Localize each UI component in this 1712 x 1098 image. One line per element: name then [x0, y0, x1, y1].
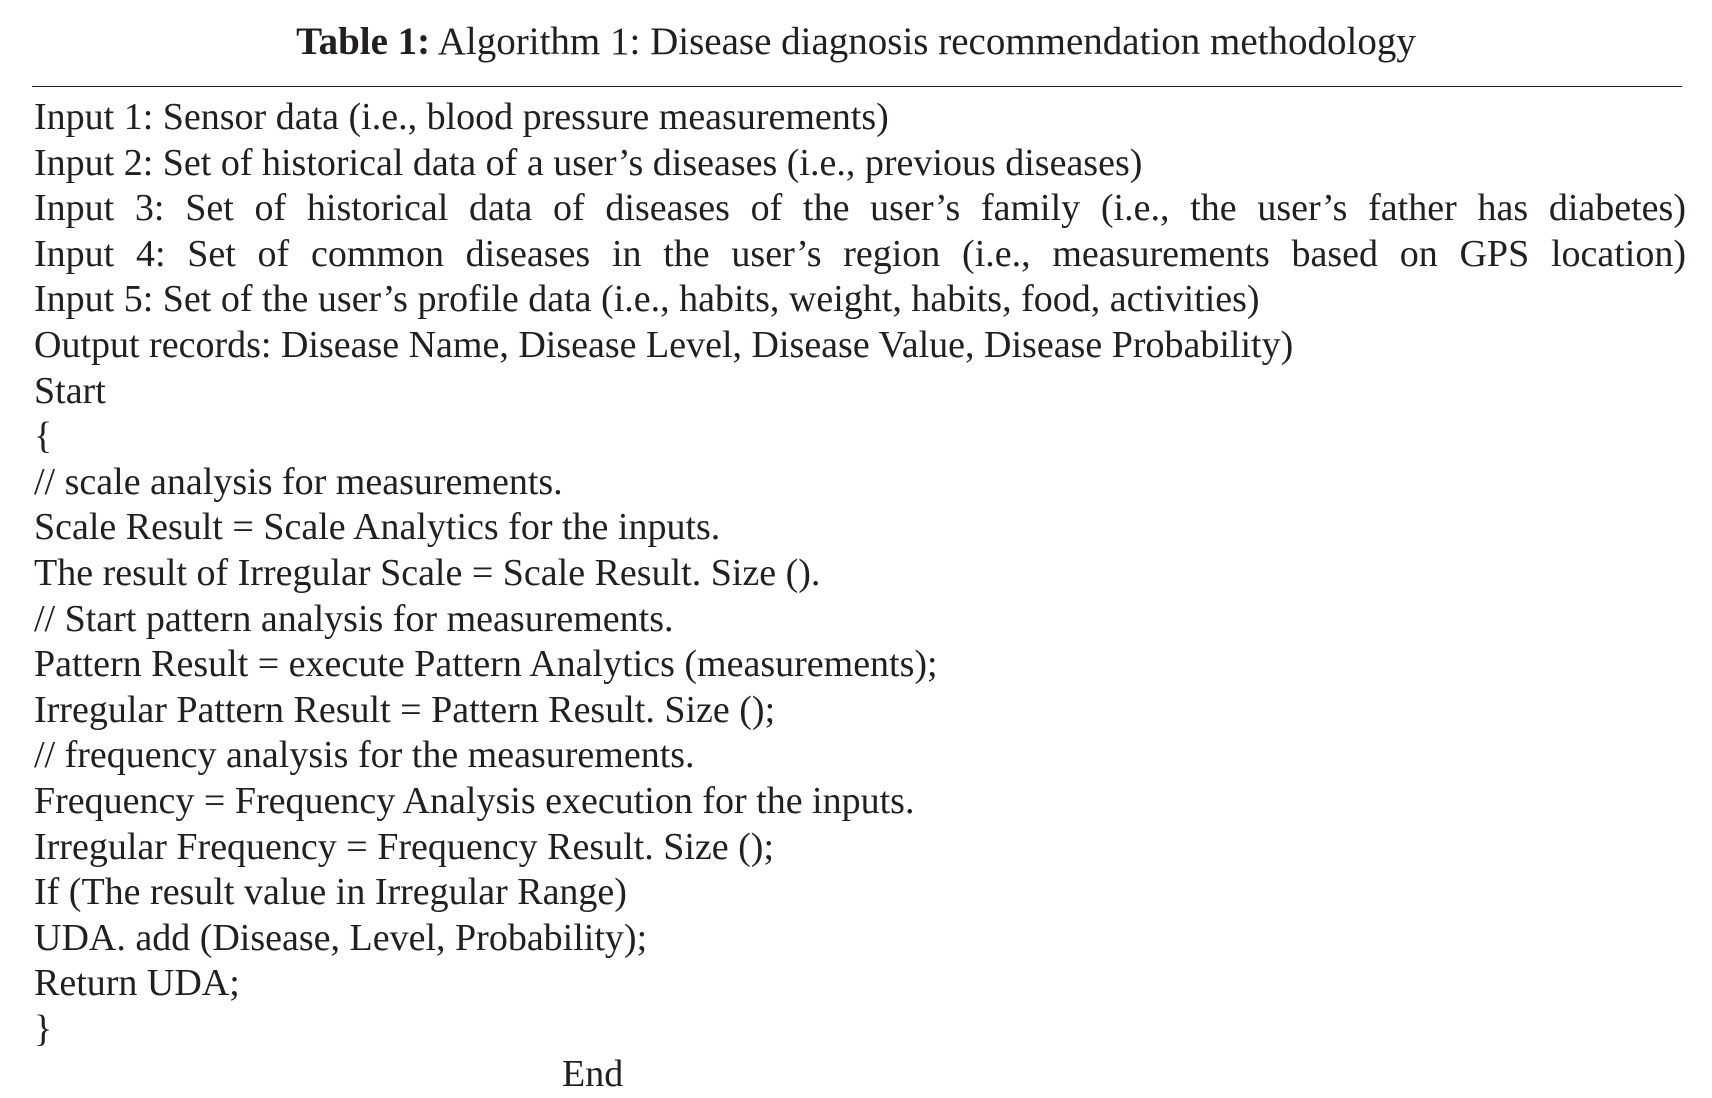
close-brace-line: }	[34, 1007, 53, 1050]
input-5-line: Input 5: Set of the user’s profile data (i.e., habits, weight, habits, food, activities)	[34, 278, 1260, 321]
table-caption	[0, 18, 1712, 66]
input-3-line: Input 3: Set of historical data of diseases of the user’s family (i.e., the user’s father has diabetes)	[34, 187, 1686, 230]
scale-result-line: Scale Result = Scale Analytics for the inputs.	[34, 506, 721, 549]
table-label: Table 1:	[296, 20, 431, 63]
if-condition-line: If (The result value in Irregular Range)	[34, 871, 627, 914]
output-records-line: Output records: Disease Name, Disease Level, Disease Value, Disease Probability)	[34, 323, 1294, 366]
comment-frequency-line: // frequency analysis for the measurements.	[34, 734, 695, 777]
algorithm-body	[34, 95, 1694, 1098]
table-title: Algorithm 1: Disease diagnosis recommendation methodology	[437, 20, 1416, 63]
irregular-scale-line: The result of Irregular Scale = Scale Result. Size ().	[34, 551, 821, 594]
input-1-line: Input 1: Sensor data (i.e., blood pressure measurements)	[34, 96, 889, 138]
input-4-line: Input 4: Set of common diseases in the user’s region (i.e., measurements based on GPS location)	[34, 232, 1686, 275]
end-line: End	[562, 1053, 624, 1096]
pattern-result-line: Pattern Result = execute Pattern Analytics (measurements);	[34, 643, 938, 686]
frequency-line: Frequency = Frequency Analysis execution for the inputs.	[34, 779, 915, 822]
open-brace-line: {	[34, 415, 53, 458]
input-2-line: Input 2: Set of historical data of a user’s diseases (i.e., previous diseases)	[34, 141, 1143, 184]
comment-scale-line: // scale analysis for measurements.	[34, 460, 563, 503]
irregular-frequency-line: Irregular Frequency = Frequency Result. Size ();	[34, 825, 775, 868]
top-rule	[32, 86, 1682, 87]
return-line: Return UDA;	[34, 962, 240, 1005]
uda-add-line: UDA. add (Disease, Level, Probability);	[34, 916, 648, 959]
start-line: Start	[34, 369, 106, 412]
irregular-pattern-line: Irregular Pattern Result = Pattern Result. Size ();	[34, 688, 776, 731]
comment-pattern-line: // Start pattern analysis for measurements.	[34, 597, 674, 640]
